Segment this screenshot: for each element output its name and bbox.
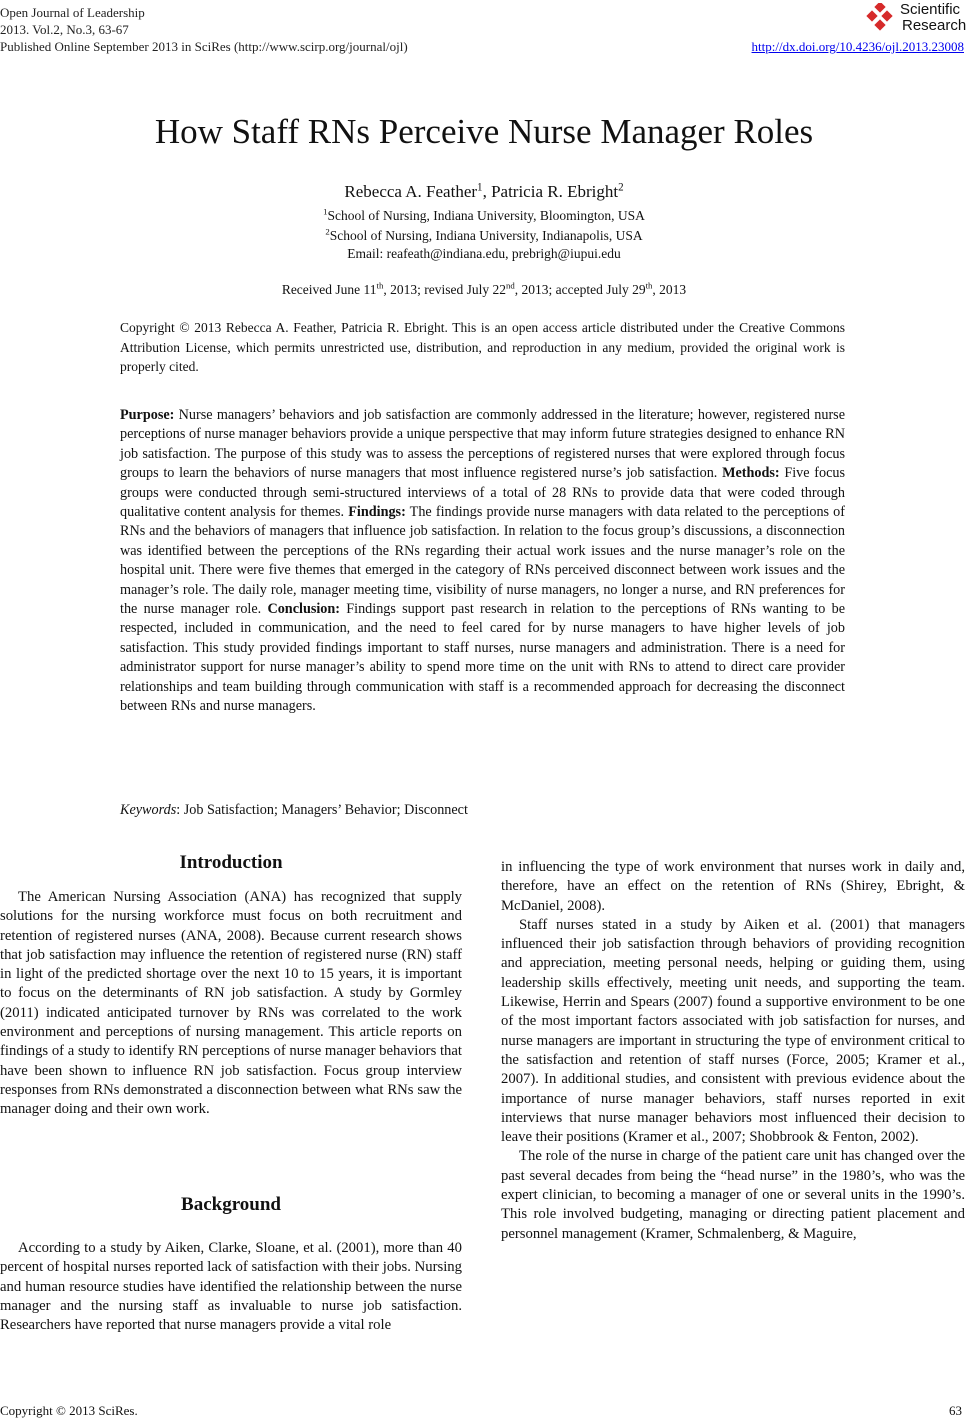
right-column-body [501,858,965,1244]
affiliation-1 [0,206,968,226]
methods-label: Methods: [722,465,780,482]
dates-end: , 2013 [652,282,687,297]
affiliation-2-text: School of Nursing, Indiana University, Indianapolis, USA [329,228,643,243]
paper-title: How Staff RNs Perceive Nurse Manager Roles [154,112,814,151]
article-dates [0,282,968,298]
accepted-sup: th [645,280,653,291]
keywords [120,800,845,820]
background-body [0,1239,462,1335]
author-1-sup: 1 [477,181,483,194]
affiliation-1-text: School of Nursing, Indiana University, Bloomington, USA [327,208,645,223]
logo-text-line1: Scientific [900,1,961,18]
affiliation-2 [0,226,968,246]
logo-text-line2: Research [902,17,967,34]
abstract [120,406,845,717]
journal-volume: 2013. Vol.2, No.3, 63-67 [0,22,129,37]
footer-copyright: Copyright © 2013 SciRes. [0,1403,138,1418]
introduction-body [0,888,462,1120]
copyright-notice: Copyright © 2013 Rebecca A. Feather, Patricia R. Ebright. This is an open access article distributed under the Creative Commons Attribution License, which permits unrestricted use, distribution, and reproduction in any medium, provided the original work is properly cited. [120,320,845,374]
methods-text: Five focus groups were conducted through semi-structured interviews of a total of 28 RNs to provide data that were coded through qualitative content analysis for themes. [120,465,845,521]
author-2: Patricia R. Ebright [491,182,619,201]
background-heading: Background [181,1194,281,1215]
findings-text: The findings provide nurse managers with data related to the perceptions of RNs and the behaviors of managers that influence job satisfaction. In relation to the focus group’s discussions, a disconnection was identified between the perceptions of the RNs regarding their actual work issues and the nurse manager’s role on the hospital unit. There were five themes that emerged in the category of RNs perceived disconnect between work issues and the manager’s role. The daily role, manager meeting time, visibility of nurse managers, no longer a nurse, and RN preferences for the nurse manager role. [120,504,846,618]
conclusion-text: Findings support past research in relation to the perceptions of RNs wanting to be respected, included in communication, and the need to feel cared for by nurse managers to have higher levels of job satisfaction. This study provided findings important to staff nurses, nurse managers and administration. There is a need for administrator support for nurse manager’s ability to spend more time on the unit with RNs to attend to direct care provider relationships and team building through communication with staff is a recommended approach for decreasing the disconnect between RNs and nurse managers. [120,601,845,715]
received-sup: th [376,280,384,291]
background-paragraph: According to a study by Aiken, Clarke, Sloane, et al. (2001), more than 40 percent of hospital nurses reported lack of satisfaction with their jobs. Nursing and human resource studies have identified the relationship between the nurse manager and the nursing staff as invaluable to nurse job satisfaction. Researchers have reported that nurse managers provide a vital role [0,1240,462,1334]
introduction-heading: Introduction [179,852,283,873]
right-paragraph-2: The role of the nurse in charge of the patient care unit has changed over the past several decades from being the “head nurse” in the 1980’s, who was the expert clinician, to becoming a manager of one or several units in the 1990’s. This role involved budgeting, managing or directing patient placement and personnel management (Kramer, Schmalenberg, & Maguire, [501,1148,965,1242]
scientific-research-logo [866,0,966,36]
accepted-date: , 2013; accepted July 29 [514,282,646,297]
findings-label: Findings: [348,504,406,521]
purpose-label: Purpose: [120,407,175,423]
revised-date: , 2013; revised July 22 [383,282,506,297]
affiliation-2-sup: 2 [325,226,330,237]
introduction-paragraph: The American Nursing Association (ANA) has recognized that supply solutions for the nursing workforce must focus on both recruitment and retention of registered nurses (ANA, 2008). Because current research shows that job satisfaction may influence the retention of registered nurse (RN) staff in light of the predicted shortage over the next 10 to 15 years, it is important to focus on the determinants of RN job satisfaction. A study by Gormley (2011) indicated anticipated turnover by RNs was correlated to the work environment and perceptions of nursing management. This article reports on findings of a study to identify RN perceptions of nurse manager behaviors that have been shown to influence RN job satisfaction. Focus group interview responses from RNs demonstrated a disconnection between what RNs saw the manager doing and their own work. [0,889,462,1118]
author-1: Rebecca A. Feather [344,182,478,201]
author-line [0,181,968,203]
revised-sup: nd [505,280,515,291]
doi-link[interactable]: http://dx.doi.org/10.4236/ojl.2013.23008 [751,39,964,54]
journal-name: Open Journal of Leadership [0,5,145,20]
received-date: Received June 11 [281,282,377,297]
right-paragraph-1: Staff nurses stated in a study by Aiken et al. (2001) that managers influenced their job satisfaction through behaviors of providing recognition and appreciation, meeting personal needs, helping or guiding them, using leadership skills effectively, meeting unit needs, and supporting the team. Likewise, Herrin and Spears (2007) found a supportive environment to be one of the most important factors associated with job satisfaction for nurses, and nurse managers are important in structuring the type of environment critical to the satisfaction and retention of staff nurses (Force, 2005; Kramer et al., 2007). In additional studies, and consistent with previous evidence about the importance of nurse manager behaviors, staff nurses reported in exit interviews that nurse manager behaviors most influenced their decision to leave their positions (Kramer et al., 2007; Shobbrook & Fenton, 2002). [501,916,965,1146]
right-paragraph-continued: in influencing the type of work environment that nurses work in daily and, therefore, have an effect on the retention of RNs (Shirey, Ebright, & McDaniel, 2008). [501,859,965,914]
keywords-label: Keywords [120,802,177,818]
logo-mark-icon [866,3,896,31]
author-separator: , [482,182,492,201]
purpose-text: Nurse managers’ behaviors and job satisfaction are commonly addressed in the literature; however, registered nurse perceptions of nurse manager behaviors provide a unique perspective that may inform future strategies designed to enhance RN job satisfaction. The purpose of this study was to assess the perceptions of registered nurses that were explored through focus groups to learn the behaviors of nurse managers that most influence registered nurse’s job satisfaction. [120,407,845,482]
published-online: Published Online September 2013 in SciRes (http://www.scirp.org/journal/ojl) [0,39,408,54]
affiliation-1-sup: 1 [323,206,328,217]
author-emails: Email: reafeath@indiana.edu, prebrigh@iupui.edu [347,246,621,261]
page-number: 63 [949,1403,962,1418]
keywords-text: : Job Satisfaction; Managers’ Behavior; Disconnect [176,802,468,818]
conclusion-label: Conclusion: [267,601,340,618]
author-2-sup: 2 [618,181,624,194]
